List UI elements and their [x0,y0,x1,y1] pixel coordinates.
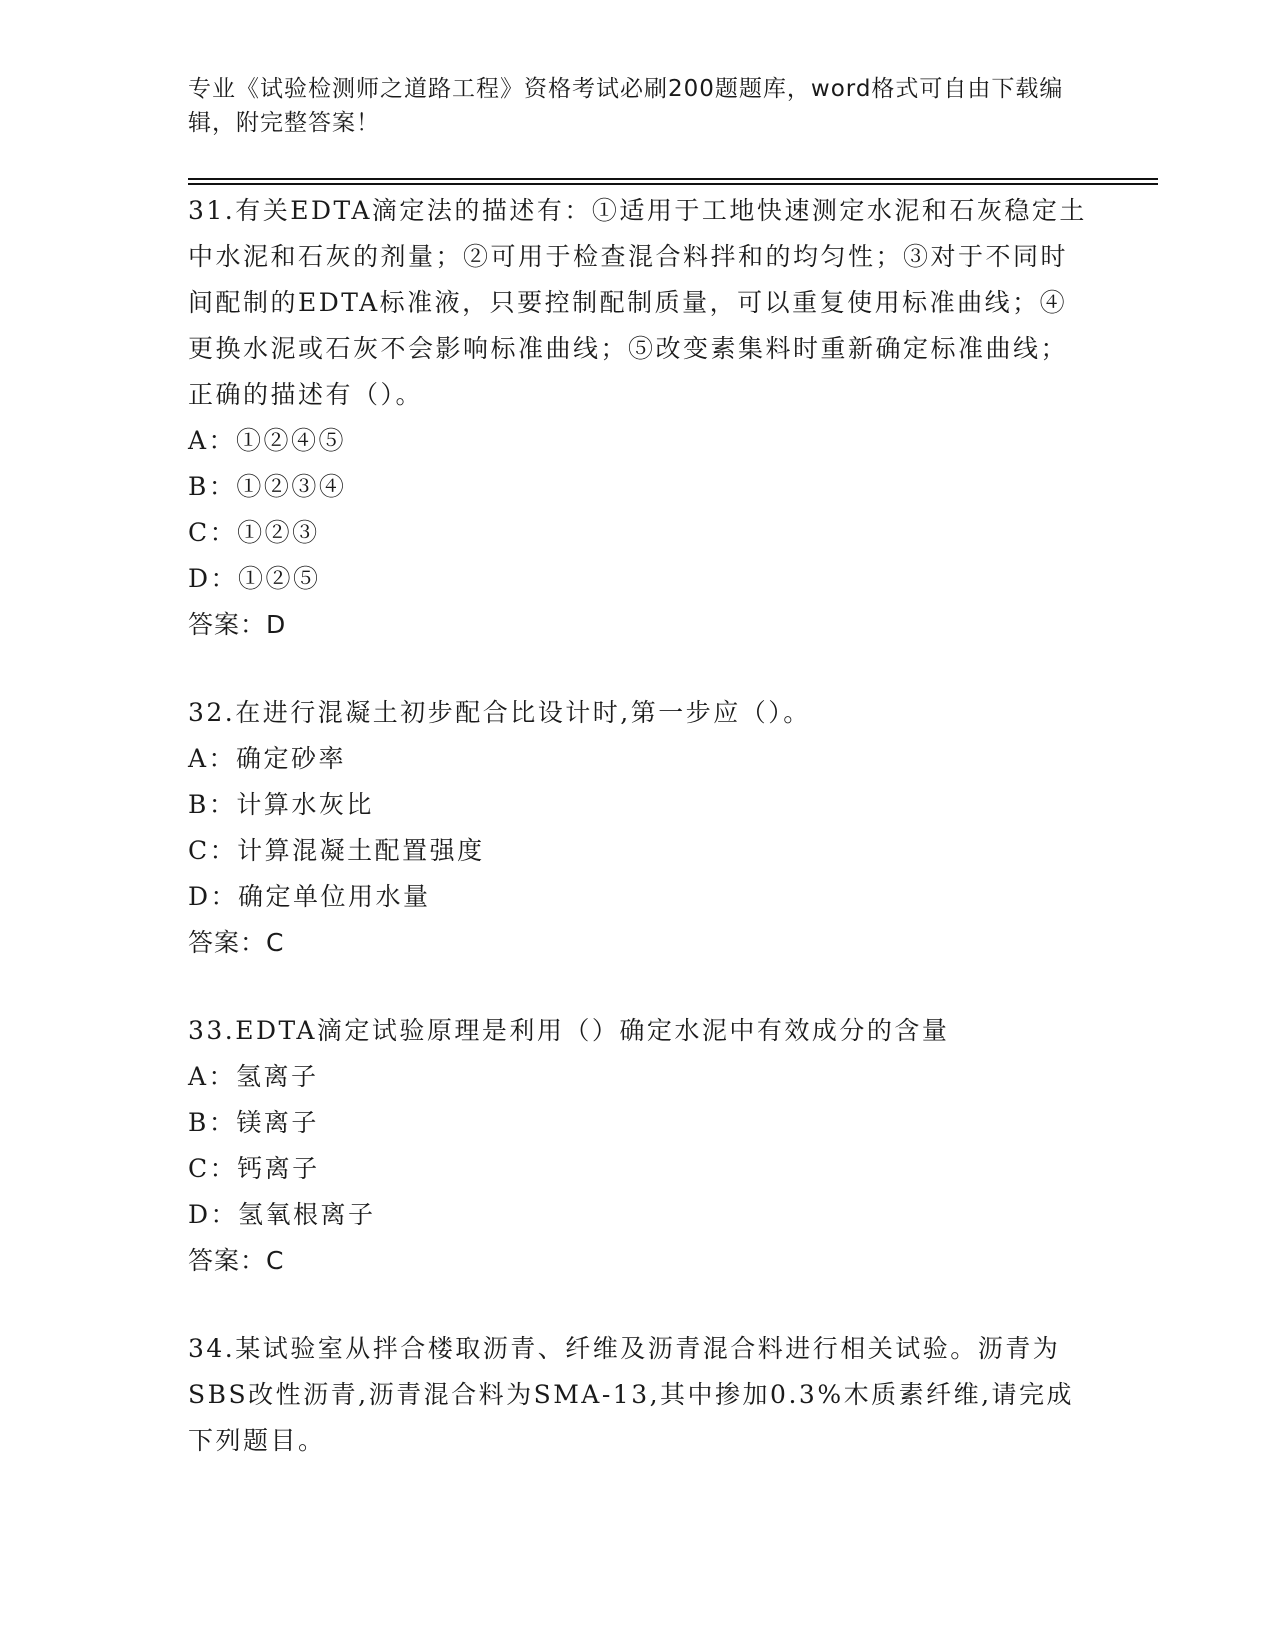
option-b: B：镁离子 [188,1108,319,1137]
question-32 [188,690,1088,966]
document-header: 专业《试验检测师之道路工程》资格考试必刷200题题库，word格式可自由下载编辑，附完整答案！ [188,76,1064,136]
header-divider-bottom [188,183,1158,185]
question-stem: 32.在进行混凝土初步配合比设计时,第一步应（）。 [188,698,811,727]
option-a: A：氢离子 [188,1062,319,1091]
question-34 [188,1326,1088,1464]
option-c: C：钙离子 [188,1154,320,1183]
option-a: A：确定砂率 [188,744,347,773]
question-stem: 31.有关EDTA滴定法的描述有：①适用于工地快速测定水泥和石灰稳定土中水泥和石灰的剂量；②可用于检查混合料拌和的均匀性；③对于不同时间配制的EDTA标准液，只要控制配制质量，可以重复使用标准曲线；④更换水泥或石灰不会影响标准曲线；⑤改变素集料时重新确定标准曲线；正确的描述有（）。 [188,196,1087,409]
question-33 [188,1008,1088,1284]
option-c: C：①②③ [188,518,320,547]
option-b: B：①②③④ [188,472,347,501]
answer-line: 答案：D [188,610,287,639]
question-stem: 33.EDTA滴定试验原理是利用（）确定水泥中有效成分的含量 [188,1016,950,1045]
spacer [188,648,1088,690]
question-stem: 34.某试验室从拌合楼取沥青、纤维及沥青混合料进行相关试验。沥青为SBS改性沥青,沥青混合料为SMA-13,其中掺加0.3%木质素纤维,请完成下列题目。 [188,1334,1075,1455]
option-d: D：氢氧根离子 [188,1200,376,1229]
option-d: D：①②⑤ [188,564,321,593]
option-b: B：计算水灰比 [188,790,374,819]
spacer [188,966,1088,1008]
header-divider-top [188,178,1158,180]
answer-line: 答案：C [188,1246,285,1275]
option-a: A：①②④⑤ [188,426,347,455]
answer-line: 答案：C [188,928,285,957]
question-list [188,188,1088,1464]
option-d: D：确定单位用水量 [188,882,431,911]
question-31 [188,188,1088,648]
spacer [188,1284,1088,1326]
option-c: C：计算混凝土配置强度 [188,836,485,865]
